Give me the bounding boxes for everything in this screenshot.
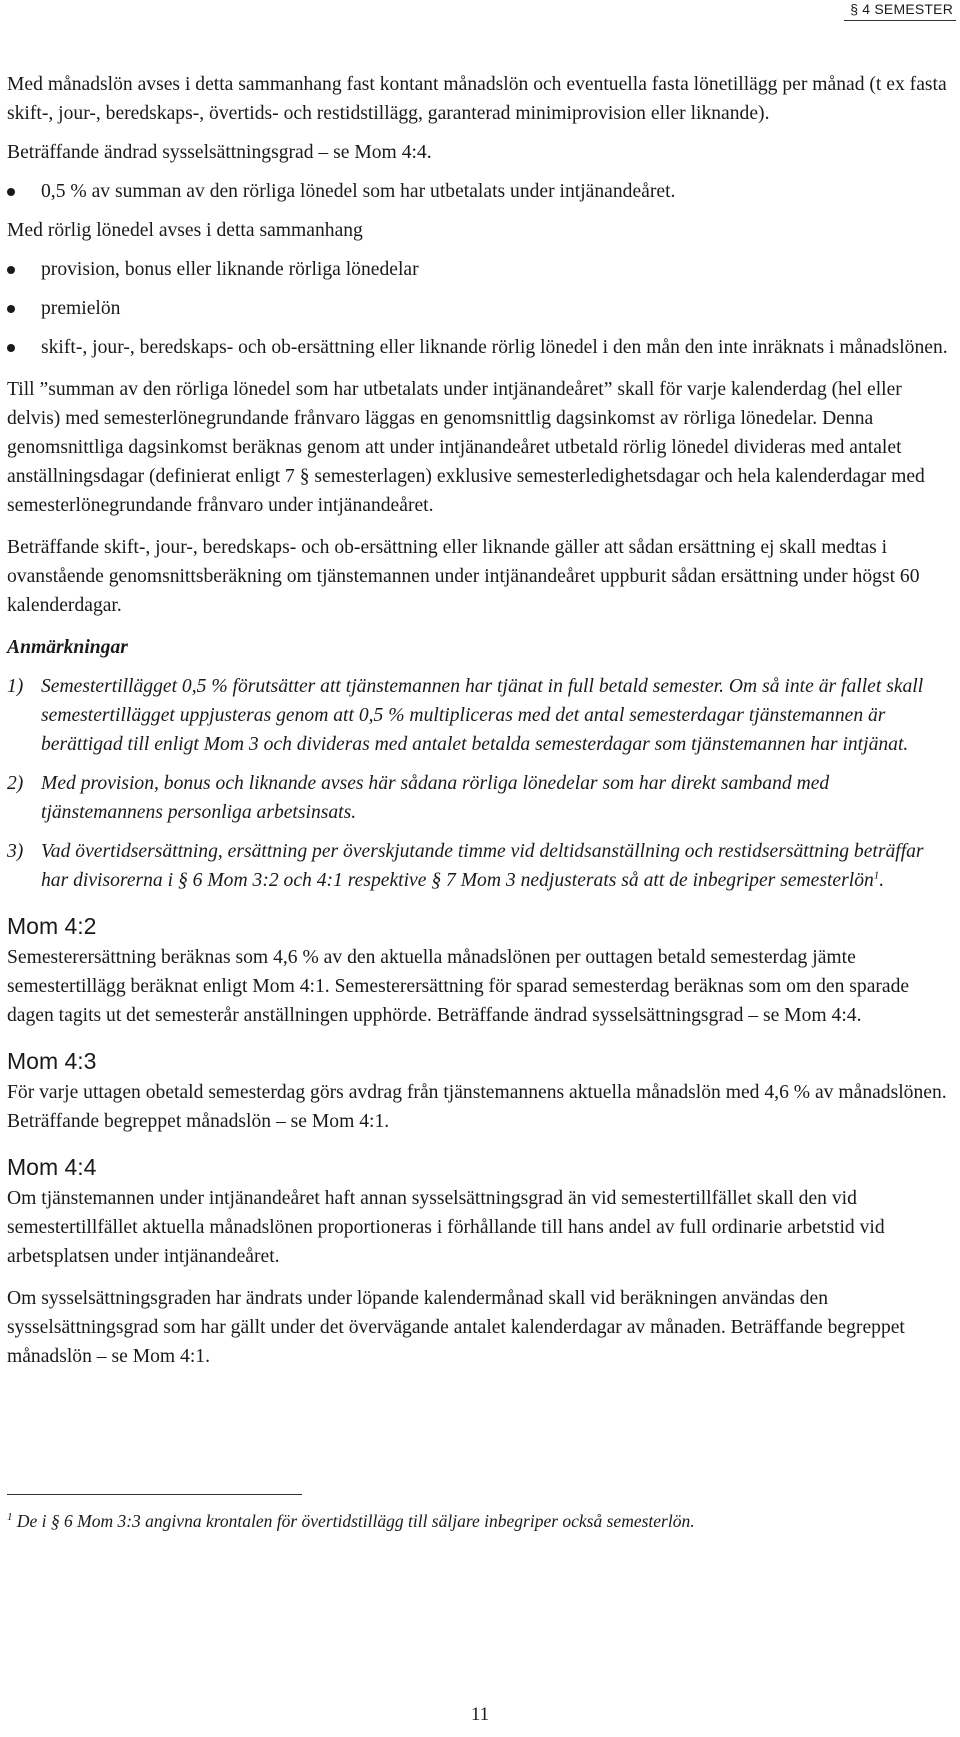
list-item: premielön (7, 294, 955, 323)
list-item: 0,5 % av summan av den rörliga lönedel som har utbetalats under intjänandeåret. (7, 177, 955, 206)
list-item: provision, bonus eller liknande rörliga lönedelar (7, 255, 955, 284)
bullet-icon (7, 188, 15, 196)
footnote-ref: 1 (873, 869, 880, 882)
variable-pay-list (7, 255, 955, 362)
page-number: 11 (470, 1704, 490, 1725)
bullet-icon (7, 305, 15, 313)
bullet-icon (7, 344, 15, 352)
section-tag: § 4 SEMESTER (844, 0, 956, 21)
footnote-divider (7, 1494, 302, 1495)
mom-4-2-text: Semesterersättning beräknas som 4,6 % av den aktuella månadslönen per outtagen betald semesterdag jämte semestertillägg beräknat enligt Mom 4:1. Semesterersättning för sparad semesterdag beräknas som om den sparade dagen tagits ut det semesterår anställningen upphörde. Beträffande ändrad sysselsättningsgrad – se Mom 4:4. (7, 947, 910, 1026)
bullet-icon (7, 266, 15, 274)
list-item: skift-, jour-, beredskaps- och ob-ersättning eller liknande rörlig lönedel i den mån den inte inräknats i månadslönen. (7, 333, 955, 362)
mom-4-3-heading: Mom 4:3 (7, 1048, 97, 1074)
bonus-bullet-list (7, 177, 955, 206)
footnote: $^1$ De i § 6 Mom 3:3 angivna krontalen för övertidstillägg till säljare inbegriper också semesterlön. (7, 1511, 695, 1531)
mom-4-4-heading: Mom 4:4 (7, 1154, 97, 1180)
mom-4-4-text-2: Om sysselsättningsgraden har ändrats under löpande kalendermånad skall vid beräkningen användas den sysselsättningsgrad som har gällt under det övervägande antalet kalenderdagar av månaden. Beträffande begreppet månadslön – se Mom 4:1. (7, 1288, 905, 1367)
notes-heading: Anmärkningar (7, 637, 128, 658)
variable-pay-intro: Med rörlig lönedel avses i detta sammanhang (7, 220, 363, 241)
shift-compensation-paragraph: Beträffande skift-, jour-, beredskaps- och ob-ersättning eller liknande gäller att sådan ersättning ej skall medtas i ovanstående genomsnittsberäkning om tjänstemannen under intjänandeåret uppburit sådan ersättning under högst 60 kalenderdagar. (7, 537, 920, 616)
note-item: 3) Vad övertidsersättning, ersättning per överskjutande timme vid deltidsanställning och restidsersättning beträffar har divisorerna i § 6 Mom 3:2 och 4:1 respektive § 7 Mom 3 nedjusterats så att de inbegriper semesterlön$^1$. (7, 841, 924, 891)
footnote-marker: 1 (7, 1511, 13, 1524)
monthly-salary-paragraph: Med månadslön avses i detta sammanhang fast kontant månadslön och eventuella fasta lönetillägg per månad (t ex fasta skift-, jour-, beredskaps-, övertids- och restidstillägg, garanterad minimiprovision eller liknande). (7, 74, 947, 124)
mom-4-2-heading: Mom 4:2 (7, 913, 97, 939)
notes-list (7, 672, 955, 895)
note-item: 1) Semestertillägget 0,5 % förutsätter att tjänstemannen har tjänat in full betald semester. Om så inte är fallet skall semestertillägget uppjusteras genom att 0,5 % multipliceras med det antal semesterdagar tjänstemannen är berättigad till enligt Mom 3 och divideras med antalet betalda semesterdagar som tjänstemannen har intjänat. (7, 676, 924, 755)
document-body (7, 70, 955, 1371)
variable-sum-paragraph: Till ”summan av den rörliga lönedel som har utbetalats under intjänandeåret” skall för varje kalenderdag (hel eller delvis) med semesterlönegrundande frånvaro läggas en genomsnittlig dagsinkomst av rörliga lönedelar. Denna genomsnittliga dagsinkomst beräknas genom att under intjänandeåret utbetald rörlig lönedel divideras med antalet anställningsdagar (definierat enligt 7 § semesterlagen) exklusive semesterledighetsdagar och hela kalenderdagar med semesterlönegrundande frånvaro under intjänandeåret. (7, 379, 925, 516)
mom-4-4-text-1: Om tjänstemannen under intjänandeåret haft annan sysselsättningsgrad än vid semestertillfället skall den vid semestertillfället aktuella månadslönen proportioneras i förhållande till hans andel av full ordinarie arbetstid vid arbetsplatsen under intjänandeåret. (7, 1188, 885, 1267)
mom-4-3-text: För varje uttagen obetald semesterdag görs avdrag från tjänstemannens aktuella månadslön med 4,6 % av månadslönen. Beträffande begreppet månadslön – se Mom 4:1. (7, 1082, 947, 1132)
change-note: Beträffande ändrad sysselsättningsgrad – se Mom 4:4. (7, 142, 432, 163)
note-item: 2) Med provision, bonus och liknande avses här sådana rörliga lönedelar som har direkt samband med tjänstemannens personliga arbetsinsats. (7, 773, 830, 823)
